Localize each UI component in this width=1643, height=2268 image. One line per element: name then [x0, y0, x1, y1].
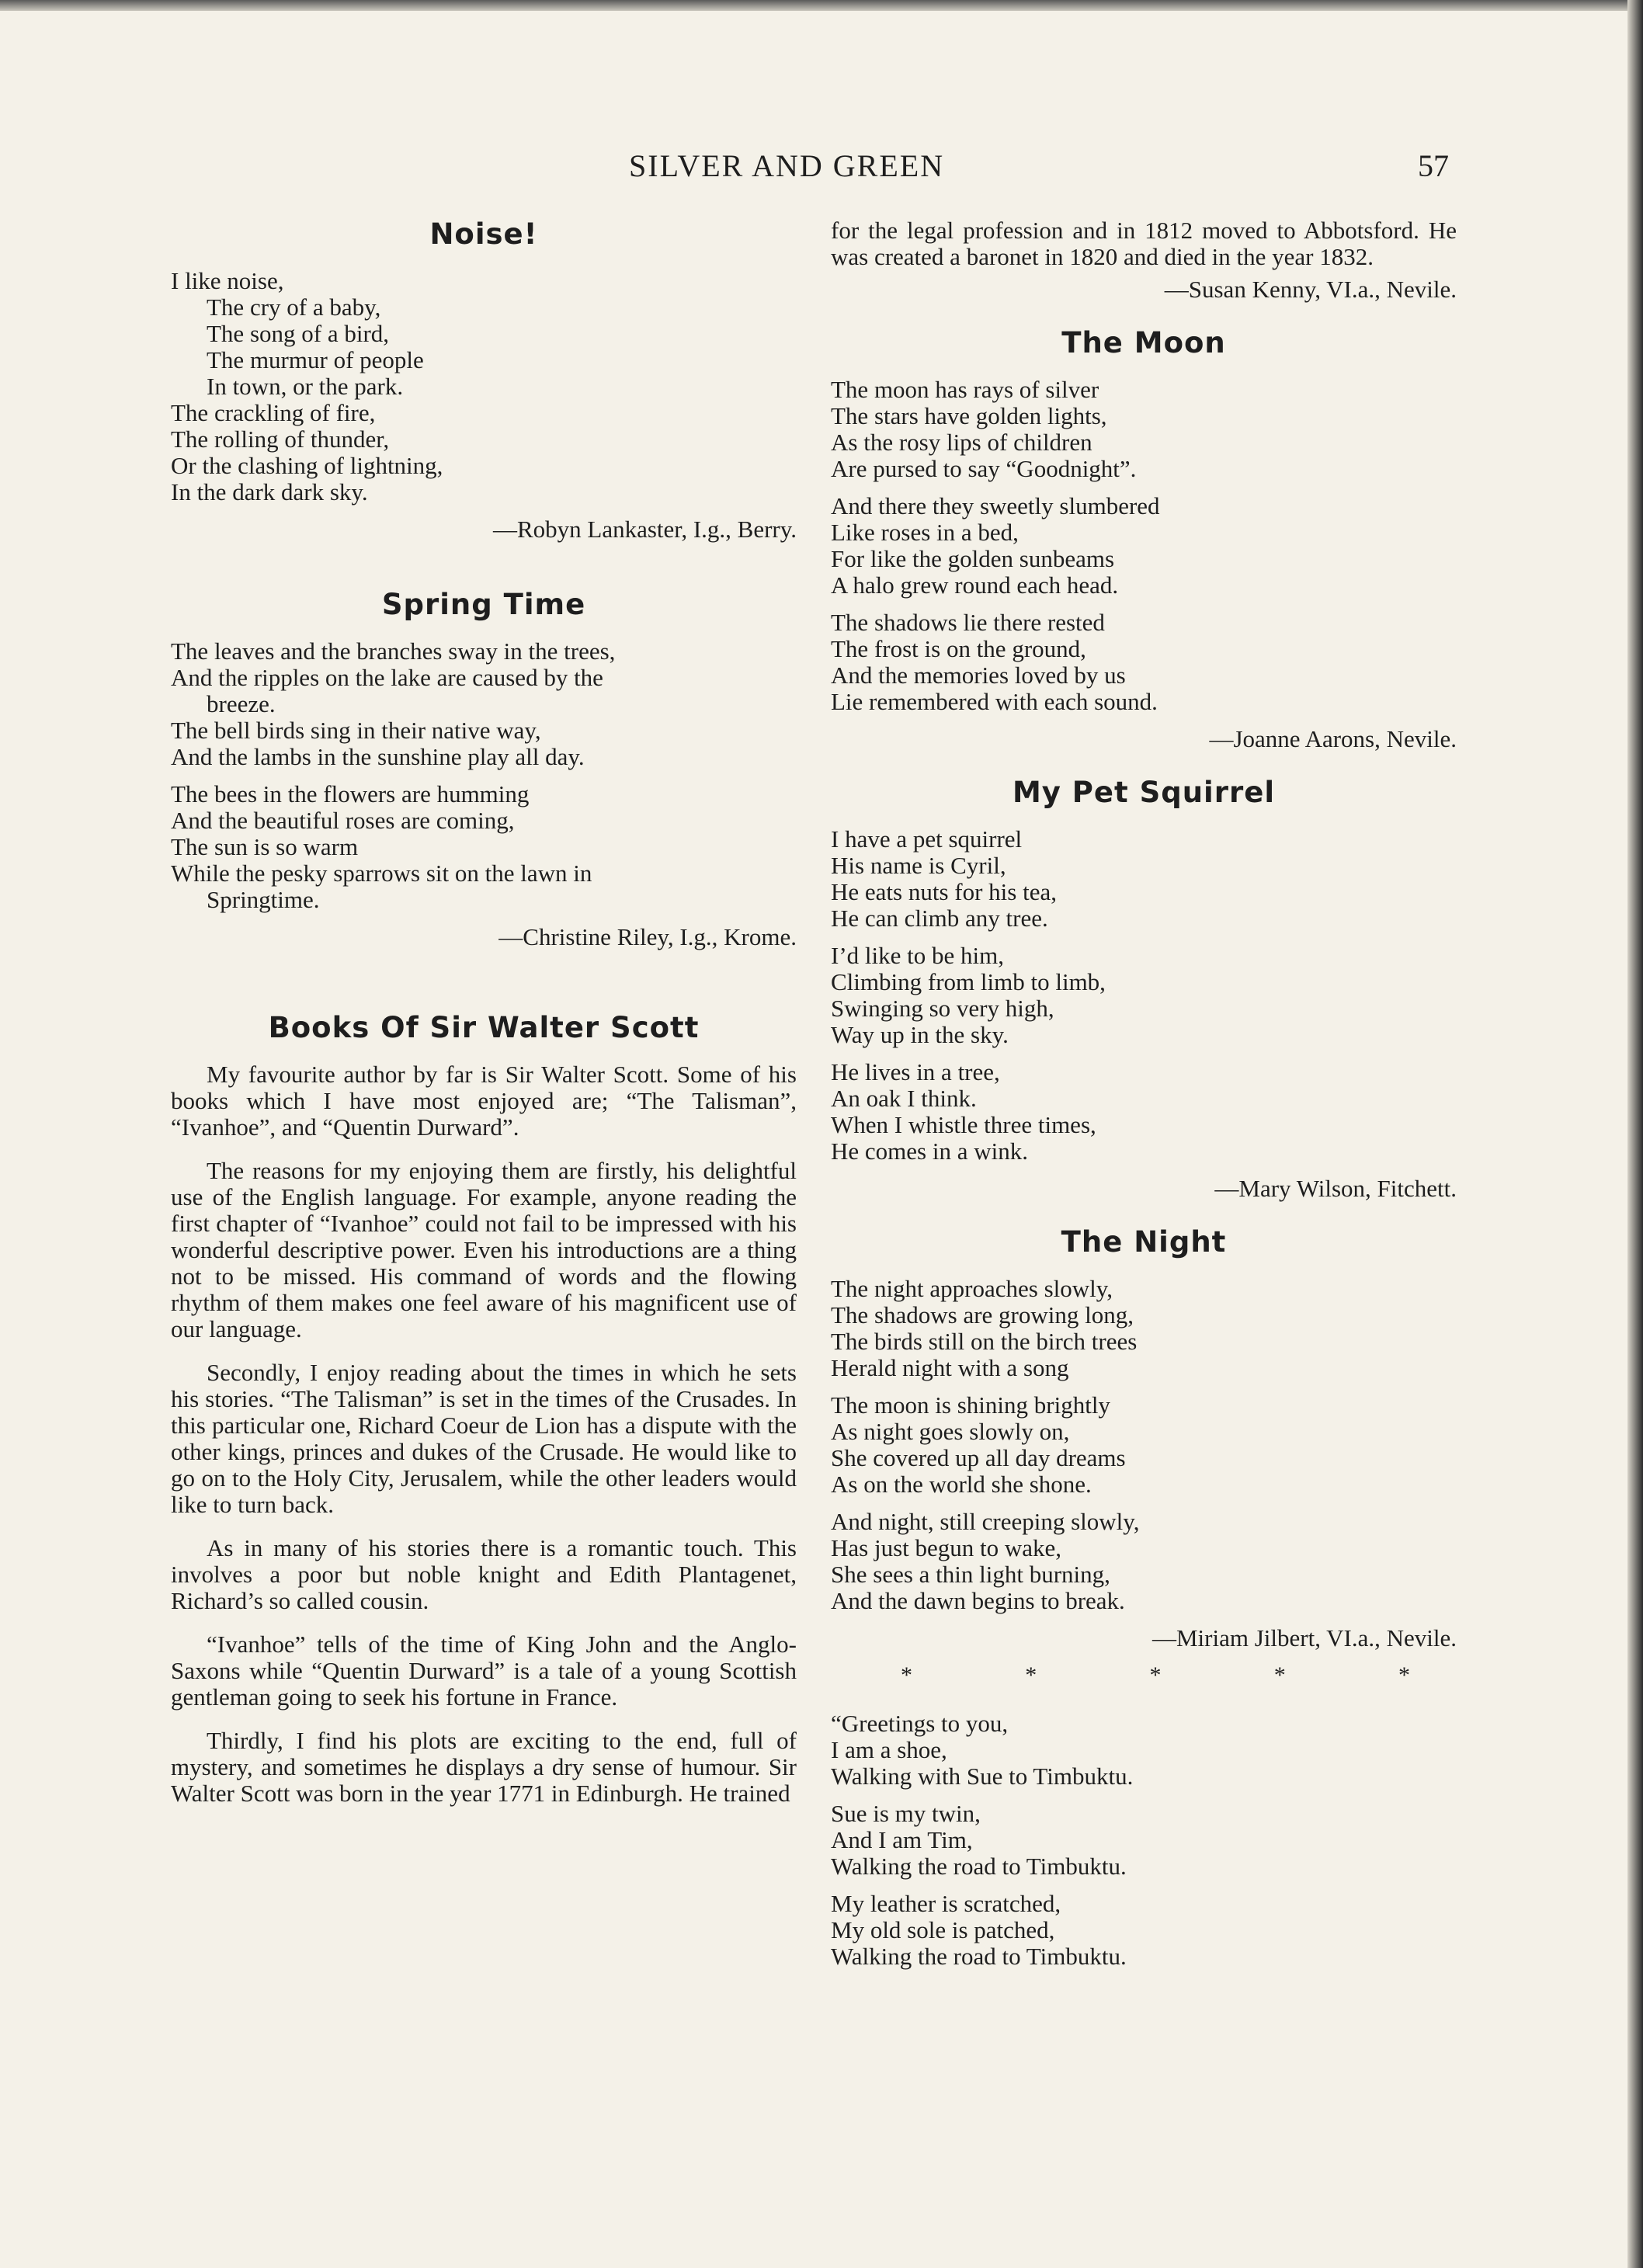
- poem-line: And the beautiful roses are coming,: [171, 807, 515, 834]
- poem-line: The murmur of people: [207, 346, 424, 373]
- poem-my-pet-squirrel: [831, 776, 1457, 1202]
- poem-line: The birds still on the birch trees: [831, 1328, 1138, 1355]
- poem-line: The moon is shining brightly: [831, 1391, 1110, 1419]
- poem-title: Noise!: [429, 217, 538, 251]
- stanza: [831, 1711, 1457, 1790]
- paragraph: As in many of his stories there is a romantic touch. This involves a poor but noble knight and Edith Plantagenet, Richard’s so called cousin.: [171, 1534, 797, 1614]
- poem-line: Sue is my twin,: [831, 1800, 981, 1827]
- poem-line: The sun is so warm: [171, 833, 359, 860]
- byline: —Christine Riley, I.g., Krome.: [498, 923, 797, 950]
- poem-spring-time: [171, 588, 797, 950]
- stanza: [171, 781, 797, 913]
- poem-line: In the dark dark sky.: [171, 478, 368, 505]
- poem-line: My old sole is patched,: [831, 1916, 1055, 1943]
- asterisk-icon: *: [901, 1662, 912, 1688]
- poem-line: And the dawn begins to break.: [831, 1587, 1125, 1614]
- essay-title: Books Of Sir Walter Scott: [268, 1011, 700, 1044]
- poem-line: His name is Cyril,: [831, 852, 1006, 879]
- right-column: [831, 217, 1457, 1981]
- stanza: [831, 1509, 1457, 1614]
- paragraph: for the legal profession and in 1812 moved to Abbotsford. He was created a baronet in 1820 and died in the year 1832.: [831, 217, 1457, 270]
- byline: —Miriam Jilbert, VI.a., Nevile.: [1151, 1624, 1457, 1652]
- poem-line: The stars have golden lights,: [831, 402, 1107, 429]
- poem-line: The frost is on the ground,: [831, 635, 1086, 662]
- poem-line: When I whistle three times,: [831, 1111, 1096, 1138]
- poem-line: I like noise,: [171, 267, 284, 294]
- poem-line: He comes in a wink.: [831, 1137, 1028, 1165]
- running-title: SILVER AND GREEN: [629, 148, 945, 183]
- stanza: [831, 377, 1457, 482]
- poem-line: My leather is scratched,: [831, 1890, 1061, 1917]
- asterisk-icon: *: [1149, 1662, 1162, 1688]
- poem-line: Swinging so very high,: [831, 995, 1054, 1022]
- poem-line: And the memories loved by us: [831, 662, 1126, 689]
- poem-line: The shadows are growing long,: [831, 1301, 1134, 1328]
- poem-the-night: [831, 1225, 1457, 1652]
- poem-line: Like roses in a bed,: [831, 519, 1019, 546]
- poem-line: As on the world she shone.: [831, 1471, 1092, 1498]
- poem-line: And I am Tim,: [831, 1826, 973, 1853]
- poem-title: The Night: [1061, 1225, 1227, 1259]
- paragraph: The reasons for my enjoying them are firstly, his delightful use of the English language. For example, anyone reading the first chapter of “Ivanhoe” could not fail to be impressed with his wonderful descriptive power. Even his introductions are a thing not to be missed. His command of words and the flowing rhythm of them makes one feel aware of his magnificent use of our language.: [171, 1157, 797, 1342]
- poem-line: The song of a bird,: [207, 320, 390, 347]
- paragraph: My favourite author by far is Sir Walter Scott. Some of his books which I have most enjoyed are; “The Talisman”, “Ivanhoe”, and “Quentin Durward”.: [171, 1061, 797, 1141]
- essay-walter-scott: [171, 1011, 797, 1807]
- stanza: [171, 638, 797, 770]
- poem-line: And the ripples on the lake are caused by the: [171, 664, 603, 691]
- asterisk-icon: *: [1025, 1662, 1037, 1688]
- poem-line: Walking the road to Timbuktu.: [831, 1943, 1127, 1970]
- paragraph: Thirdly, I find his plots are exciting to the end, full of mystery, and sometimes he displays a dry sense of humour. Sir Walter Scott was born in the year 1771 in Edinburgh. He trained: [171, 1727, 797, 1807]
- poem-line: Has just begun to wake,: [831, 1534, 1062, 1561]
- stanza: [831, 1276, 1457, 1381]
- stanza: [831, 943, 1457, 1048]
- poem-line: The leaves and the branches sway in the trees,: [171, 637, 616, 665]
- poem-line: The bees in the flowers are humming: [171, 780, 530, 808]
- poem-line: She covered up all day dreams: [831, 1444, 1126, 1471]
- poem-line: He can climb any tree.: [831, 905, 1048, 932]
- poem-title: My Pet Squirrel: [1012, 776, 1276, 809]
- left-column: [171, 217, 797, 1824]
- spacer: [831, 303, 1457, 326]
- spacer: [831, 1202, 1457, 1225]
- poem-line: And the lambs in the sunshine play all day.: [171, 743, 585, 770]
- byline: —Robyn Lankaster, I.g., Berry.: [492, 516, 797, 543]
- poem-line: An oak I think.: [831, 1085, 977, 1112]
- spacer: [171, 950, 797, 1011]
- asterisk-icon: *: [1273, 1662, 1286, 1688]
- poem-line: Are pursed to say “Goodnight”.: [831, 455, 1137, 482]
- poem-line: I have a pet squirrel: [831, 825, 1023, 853]
- stanza: [831, 1891, 1457, 1970]
- poem-line: Lie remembered with each sound.: [831, 688, 1158, 715]
- poem-line: In town, or the park.: [207, 373, 404, 400]
- poem-line: I am a shoe,: [831, 1736, 947, 1763]
- stanza: [171, 268, 797, 505]
- poem-line: breeze.: [207, 690, 276, 717]
- poem-line: He eats nuts for his tea,: [831, 878, 1057, 905]
- poem-line: And night, still creeping slowly,: [831, 1508, 1140, 1535]
- poem-line: The cry of a baby,: [207, 293, 381, 321]
- poem-line: As night goes slowly on,: [831, 1418, 1070, 1445]
- page-edge-right: [1627, 0, 1643, 2268]
- poem-noise: [171, 217, 797, 543]
- paragraph: Secondly, I enjoy reading about the times in which he sets his stories. “The Talisman” is set in the times of the Crusades. In this particular one, Richard Coeur de Lion has a dispute with the other kings, princes and dukes of the Crusade. He would like to go on to the Holy City, Jerusalem, while the other leaders would like to turn back.: [171, 1359, 797, 1518]
- byline: —Susan Kenny, VI.a., Nevile.: [1164, 276, 1457, 303]
- poem-line: Way up in the sky.: [831, 1021, 1009, 1048]
- poem-line: Springtime.: [207, 886, 320, 913]
- poem-shoe: [831, 1711, 1457, 1970]
- stanza: [831, 493, 1457, 599]
- poem-title: Spring Time: [381, 588, 586, 621]
- poem-line: He lives in a tree,: [831, 1058, 1000, 1085]
- poem-line: The night approaches slowly,: [831, 1275, 1113, 1302]
- spacer: [171, 543, 797, 588]
- poem-the-moon: [831, 326, 1457, 752]
- stanza: [831, 1392, 1457, 1498]
- poem-line: I’d like to be him,: [831, 942, 1004, 969]
- poem-line: Walking the road to Timbuktu.: [831, 1853, 1127, 1880]
- asterisk-separator: [831, 1664, 1457, 1687]
- poem-line: While the pesky sparrows sit on the lawn in: [171, 860, 592, 887]
- stanza: [831, 826, 1457, 932]
- poem-line: The rolling of thunder,: [171, 425, 390, 453]
- poem-line: She sees a thin light burning,: [831, 1561, 1110, 1588]
- poem-line: The shadows lie there rested: [831, 609, 1105, 636]
- stanza: [831, 610, 1457, 715]
- spacer: [831, 752, 1457, 776]
- byline: —Mary Wilson, Fitchett.: [1214, 1175, 1457, 1202]
- poem-title: The Moon: [1061, 326, 1226, 359]
- poem-line: Or the clashing of lightning,: [171, 452, 443, 479]
- poem-line: “Greetings to you,: [831, 1710, 1009, 1737]
- stanza: [831, 1801, 1457, 1880]
- poem-line: Walking with Sue to Timbuktu.: [831, 1763, 1134, 1790]
- poem-line: The moon has rays of silver: [831, 376, 1099, 403]
- poem-line: A halo grew round each head.: [831, 571, 1119, 599]
- asterisk-icon: *: [1398, 1662, 1410, 1688]
- essay-walter-scott-continued: [831, 217, 1457, 303]
- poem-line: The crackling of fire,: [171, 399, 376, 426]
- page-number: 57: [1418, 148, 1449, 183]
- poem-line: Herald night with a song: [831, 1354, 1069, 1381]
- poem-line: As the rosy lips of children: [831, 429, 1092, 456]
- stanza: [831, 1059, 1457, 1165]
- page-header: [0, 148, 1643, 194]
- poem-line: For like the golden sunbeams: [831, 545, 1115, 572]
- paragraph: “Ivanhoe” tells of the time of King John and the Anglo-Saxons while “Quentin Durward” is a tale of a young Scottish gentleman going to seek his fortune in France.: [171, 1631, 797, 1711]
- page-edge-top: [0, 0, 1643, 11]
- poem-line: Climbing from limb to limb,: [831, 968, 1106, 995]
- poem-line: The bell birds sing in their native way,: [171, 717, 541, 744]
- byline: —Joanne Aarons, Nevile.: [1209, 725, 1457, 752]
- poem-line: And there they sweetly slumbered: [831, 492, 1160, 519]
